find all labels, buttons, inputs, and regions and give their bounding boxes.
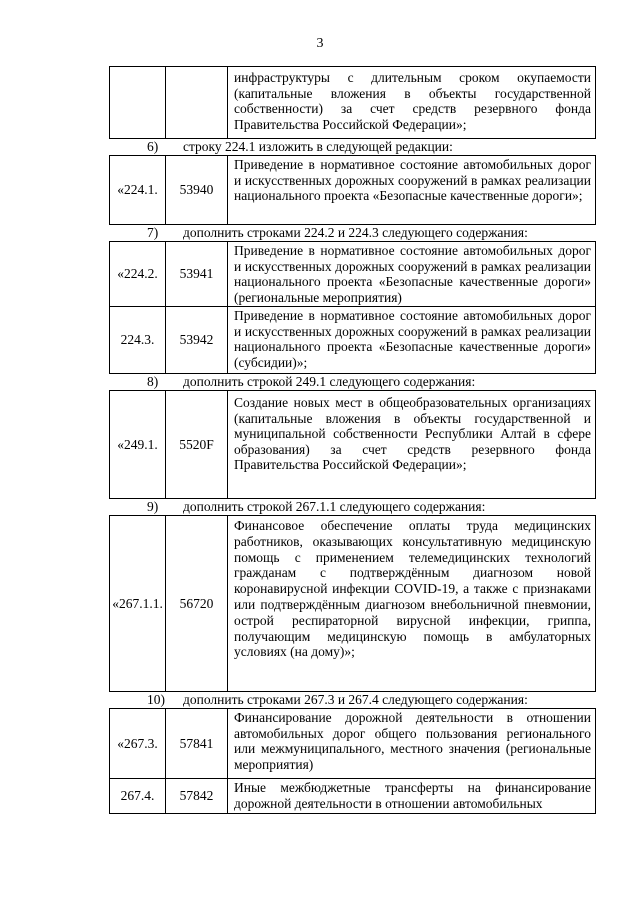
table-row xyxy=(109,708,596,779)
row-text: Создание новых мест в общеобразовательных организациях (капитальные вложения в объекты государственной и муниципальной собственности Республики Алтай в сфере образования) за счет средств резервного фонда Правительства Российской Федерации»; xyxy=(234,395,591,472)
row-text: Приведение в нормативное состояние автомобильных дорог и искусственных дорожных сооружений в рамках реализации национального проекта «Безопасные качественные дороги» (региональные мероприятия) xyxy=(234,243,591,305)
row-kbk: 57842 xyxy=(166,779,228,813)
row-code: «267.1.1. xyxy=(110,516,166,691)
row-code: 267.4. xyxy=(110,779,166,813)
instruction-line xyxy=(109,499,596,515)
instruction-number: 9) xyxy=(147,499,159,514)
row-code: «267.3. xyxy=(110,709,166,778)
row-text: Финансирование дорожной деятельности в отношении автомобильных дорог общего пользования регионального или межмуниципального, местного значения (региональные мероприятия) xyxy=(234,710,591,772)
instruction-text: строку 224.1 изложить в следующей редакции: xyxy=(183,139,453,154)
table-row xyxy=(109,241,596,307)
instruction-line xyxy=(109,692,596,708)
row-code: «224.1. xyxy=(110,156,166,224)
row-kbk: 57841 xyxy=(166,709,228,778)
instruction-number: 10) xyxy=(147,692,165,707)
table-row xyxy=(109,155,596,225)
instruction-text: дополнить строкой 267.1.1 следующего содержания: xyxy=(183,499,486,514)
instruction-line xyxy=(109,225,596,241)
row-code: «249.1. xyxy=(110,391,166,498)
row-kbk xyxy=(166,67,228,138)
instruction-number: 6) xyxy=(147,139,159,154)
table-row xyxy=(109,778,596,814)
row-kbk: 53942 xyxy=(166,307,228,373)
row-text: Приведение в нормативное состояние автомобильных дорог и искусственных дорожных сооружений в рамках реализации национального проекта «Безопасные качественные дороги»; xyxy=(234,157,591,203)
table-row xyxy=(109,390,596,499)
instruction-text: дополнить строками 267.3 и 267.4 следующего содержания: xyxy=(183,692,528,707)
instruction-line xyxy=(109,374,596,390)
row-code xyxy=(110,67,166,138)
instruction-number: 8) xyxy=(147,374,159,389)
row-text: Приведение в нормативное состояние автомобильных дорог и искусственных дорожных сооружений в рамках реализации национального проекта «Безопасные качественные дороги» (субсидии)»; xyxy=(234,308,591,370)
row-kbk: 53940 xyxy=(166,156,228,224)
instruction-text: дополнить строками 224.2 и 224.3 следующего содержания: xyxy=(183,225,528,240)
instruction-number: 7) xyxy=(147,225,159,240)
row-kbk: 56720 xyxy=(166,516,228,691)
row-kbk: 5520F xyxy=(166,391,228,498)
instruction-line xyxy=(109,139,596,155)
table-row xyxy=(109,306,596,374)
row-text: инфраструктуры с длительным сроком окупаемости (капитальные вложения в объекты государственной собственности) за счет средств резервного фонда Правительства Российской Федерации»; xyxy=(234,70,591,132)
instruction-text: дополнить строкой 249.1 следующего содержания: xyxy=(183,374,476,389)
row-text: Финансовое обеспечение оплаты труда медицинских работников, оказывающих консультативную медицинскую помощь с применением телемедицинских технологий гражданам с подтверждённым диагнозом новой коронавирусной инфекции COVID-19, а также с признаками или подтверждённым диагнозом внебольничной пневмонии, острой респираторной вирусной инфекции, гриппа, получающим медицинскую помощь в амбулаторных условиях (на дому)»; xyxy=(234,518,591,660)
table-row xyxy=(109,66,596,139)
row-text: Иные межбюджетные трансферты на финансирование дорожной деятельности в отношении автомобильных xyxy=(234,780,591,811)
page-number: 3 xyxy=(316,36,324,51)
table-row xyxy=(109,515,596,692)
row-code: 224.3. xyxy=(110,307,166,373)
row-code: «224.2. xyxy=(110,242,166,306)
row-kbk: 53941 xyxy=(166,242,228,306)
